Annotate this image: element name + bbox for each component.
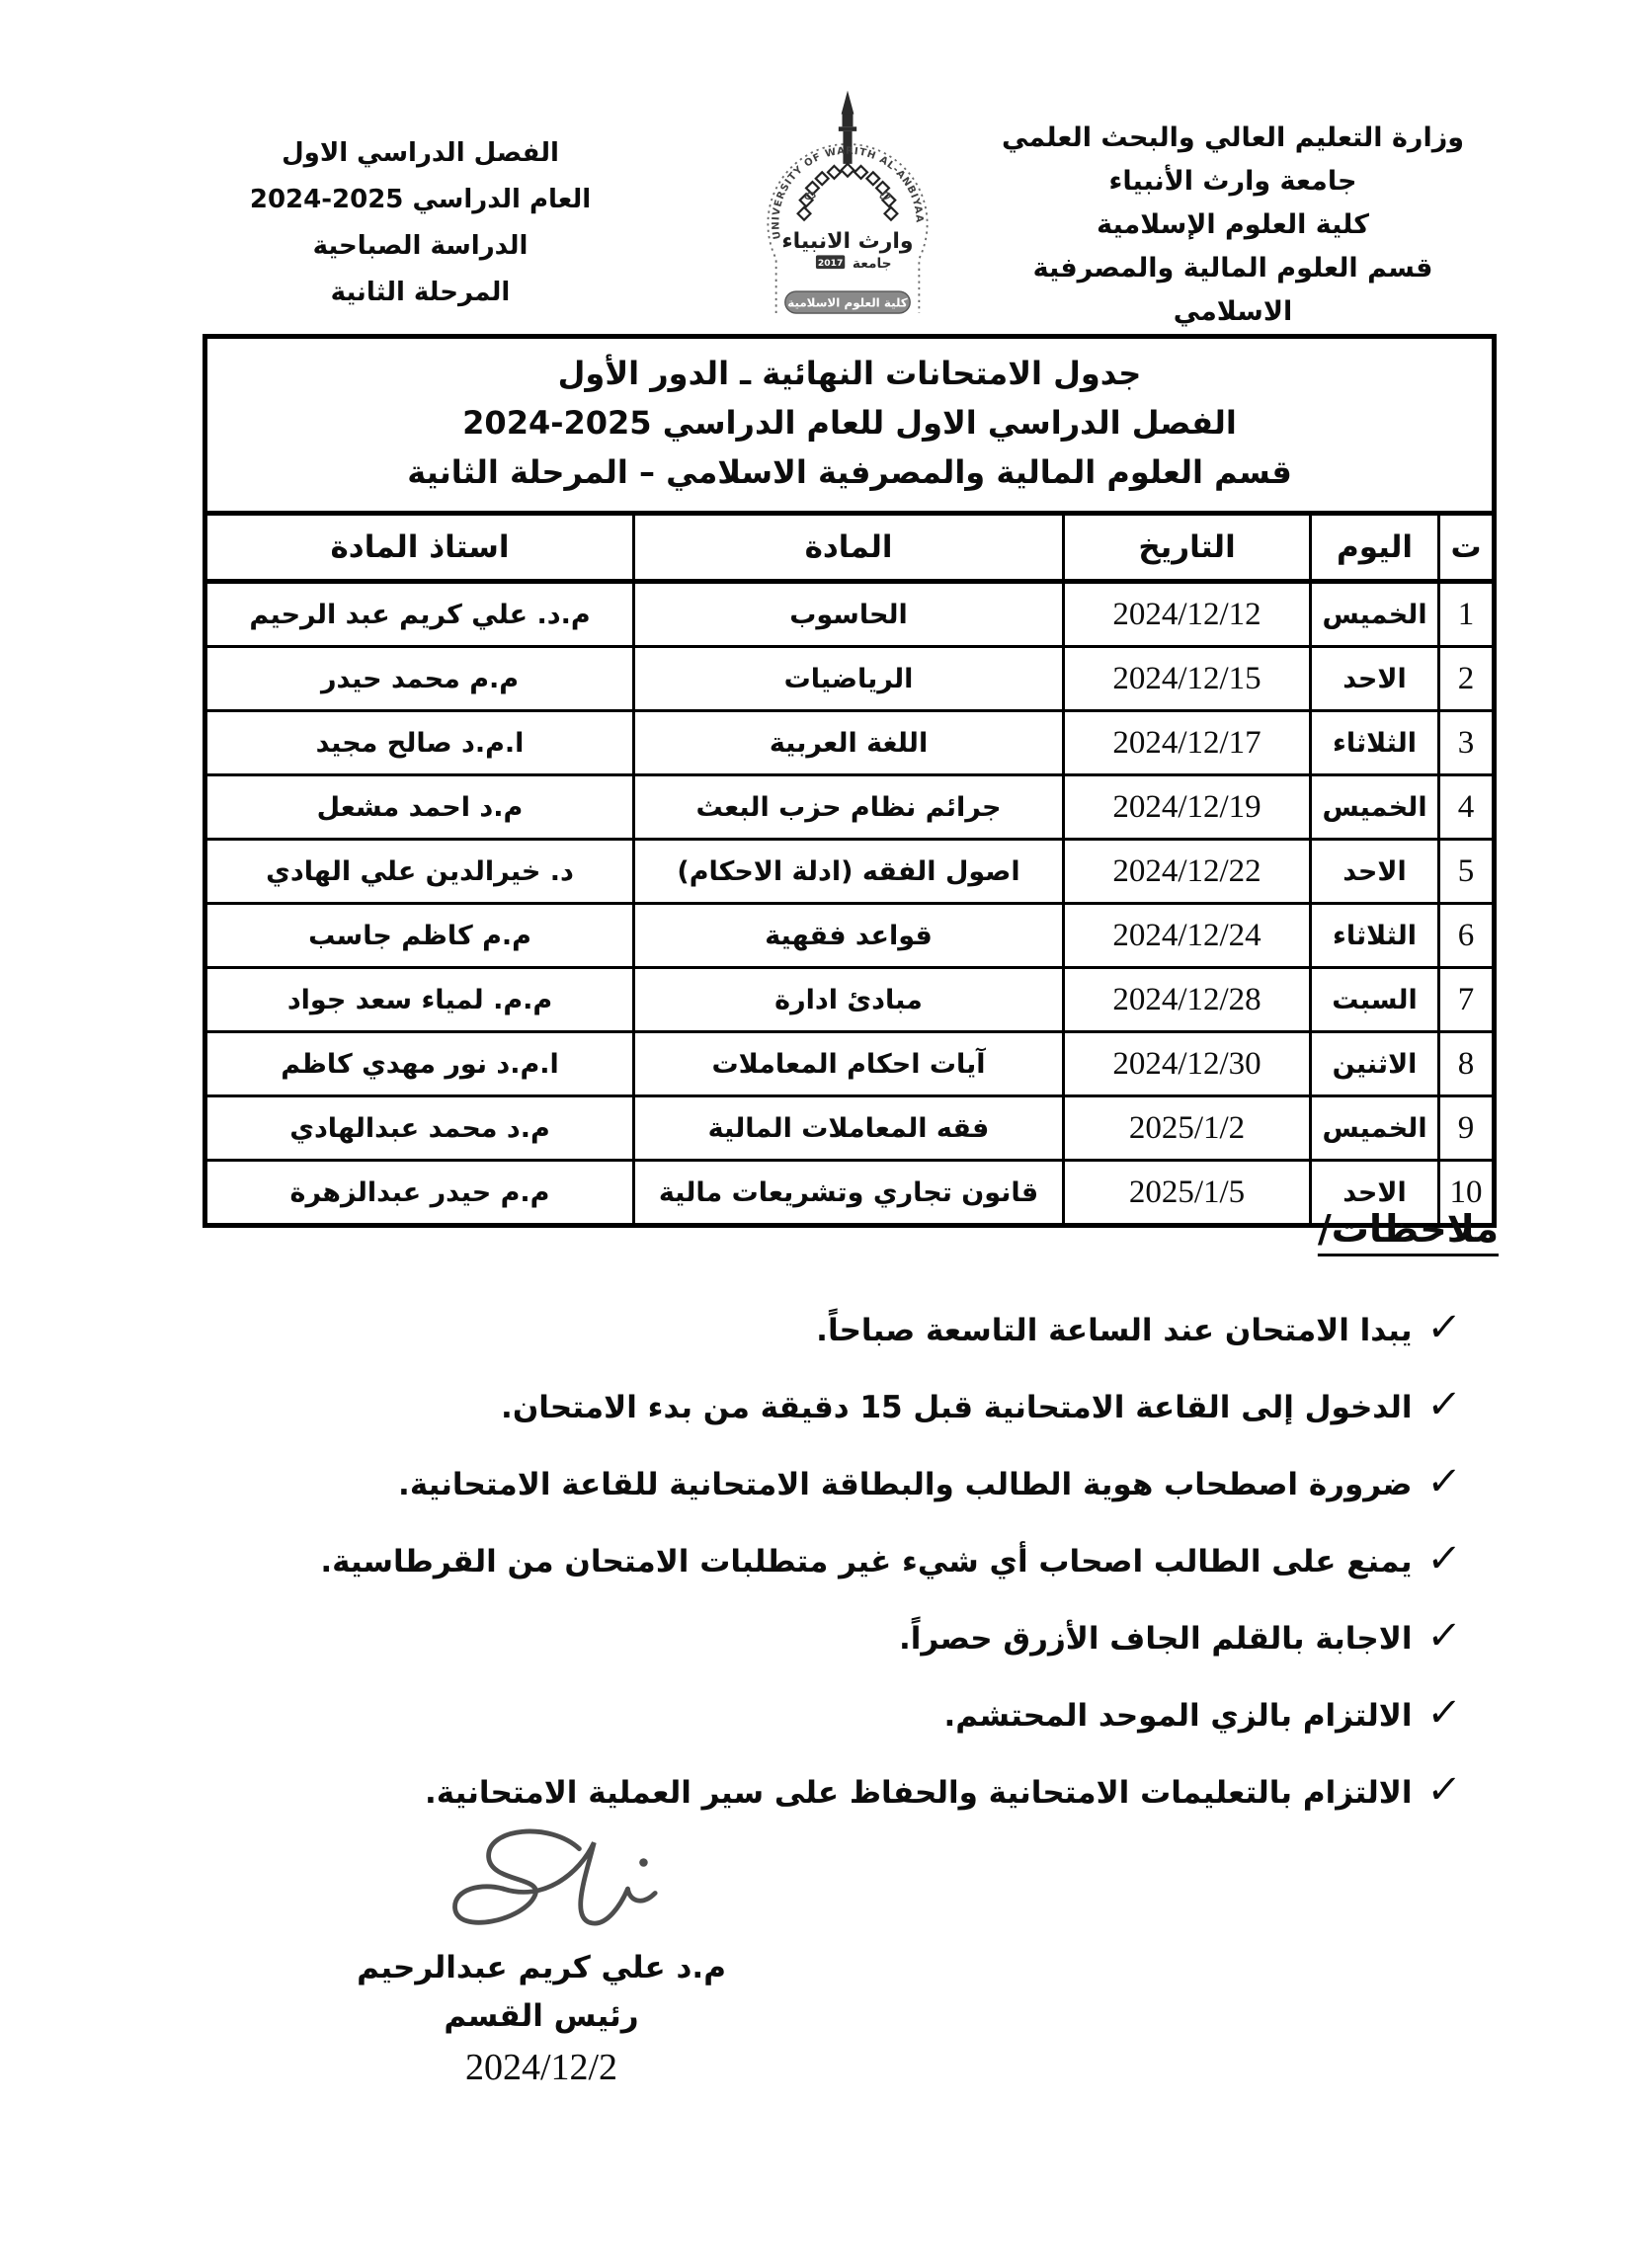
cell-date: 2025/1/2 xyxy=(1064,1096,1311,1161)
cell-teacher: د. خيرالدين علي الهادي xyxy=(205,840,634,904)
handwritten-signature xyxy=(383,1825,699,1946)
college-line: كلية العلوم الإسلامية xyxy=(1097,209,1369,240)
logo-arc-text: UNIVERSITY OF WARITH AL-ANBIYAA xyxy=(771,145,925,241)
exam-schedule-table xyxy=(203,334,1497,1228)
cell-teacher: م.د. علي كريم عبد الرحيم xyxy=(205,582,634,647)
col-header-teacher: استاذ المادة xyxy=(205,514,634,582)
note-item xyxy=(147,1382,1464,1432)
table-title-line-2: الفصل الدراسي الاول للعام الدراسي 2025-2024 xyxy=(462,404,1237,442)
cell-day: الاحد xyxy=(1311,1161,1439,1226)
cell-number: 9 xyxy=(1439,1096,1495,1161)
cell-number: 1 xyxy=(1439,582,1495,647)
col-header-number: ت xyxy=(1439,514,1495,582)
cell-day: الاحد xyxy=(1311,840,1439,904)
checkmark-icon: ✓ xyxy=(1425,1690,1464,1736)
checkmark-icon: ✓ xyxy=(1425,1459,1464,1504)
col-header-date: التاريخ xyxy=(1064,514,1311,582)
table-header-row xyxy=(205,514,1495,582)
cell-teacher: م.د محمد عبدالهادي xyxy=(205,1096,634,1161)
table-row xyxy=(205,1096,1495,1161)
signer-name: م.د علي كريم عبدالرحيم xyxy=(357,1950,726,1985)
table-row xyxy=(205,840,1495,904)
cell-date: 2024/12/30 xyxy=(1064,1032,1311,1096)
cell-number: 10 xyxy=(1439,1161,1495,1226)
cell-date: 2025/1/5 xyxy=(1064,1161,1311,1226)
note-item xyxy=(147,1613,1464,1663)
notes-heading: ملاحظات/ xyxy=(1317,1207,1499,1251)
note-item xyxy=(147,1536,1464,1586)
table-title-cell xyxy=(205,337,1495,514)
cell-day: الاحد xyxy=(1311,647,1439,711)
cell-subject: جرائم نظام حزب البعث xyxy=(634,775,1064,840)
cell-day: الثلاثاء xyxy=(1311,711,1439,775)
ministry-line: وزارة التعليم العالي والبحث العلمي xyxy=(1001,122,1465,153)
table-row xyxy=(205,647,1495,711)
cell-date: 2024/12/19 xyxy=(1064,775,1311,840)
note-text: يمنع على الطالب اصحاب أي شيء غير متطلبات الامتحان من القرطاسية. xyxy=(320,1544,1413,1580)
cell-number: 5 xyxy=(1439,840,1495,904)
cell-date: 2024/12/28 xyxy=(1064,968,1311,1032)
checkmark-icon: ✓ xyxy=(1425,1767,1464,1813)
cell-subject: الرياضيات xyxy=(634,647,1064,711)
cell-number: 8 xyxy=(1439,1032,1495,1096)
logo-year: 2017 xyxy=(817,257,844,269)
note-text: ضرورة اصطحاب هوية الطالب والبطاقة الامتحانية للقاعة الامتحانية. xyxy=(398,1467,1413,1502)
logo-banner-text: كلية العلوم الاسلامية xyxy=(787,295,908,310)
cell-teacher: م.م. لمياء سعد جواد xyxy=(205,968,634,1032)
ministry-info-block xyxy=(996,117,1470,334)
cell-day: السبت xyxy=(1311,968,1439,1032)
table-row xyxy=(205,968,1495,1032)
logo-arabic-name: وارث الانبياء xyxy=(781,229,914,255)
note-item xyxy=(147,1305,1464,1355)
cell-teacher: م.د احمد مشعل xyxy=(205,775,634,840)
cell-teacher: ا.م.د نور مهدي كاظم xyxy=(205,1032,634,1096)
cell-date: 2024/12/12 xyxy=(1064,582,1311,647)
university-line: جامعة وارث الأنبياء xyxy=(1108,166,1357,197)
cell-day: الخميس xyxy=(1311,775,1439,840)
note-text: يبدا الامتحان عند الساعة التاسعة صباحاً. xyxy=(816,1313,1413,1348)
cell-teacher: ا.م.د صالح مجيد xyxy=(205,711,634,775)
semester-line: الفصل الدراسي الاول xyxy=(282,138,559,168)
note-item xyxy=(147,1459,1464,1509)
cell-number: 4 xyxy=(1439,775,1495,840)
cell-teacher: م.م كاظم جاسب xyxy=(205,904,634,968)
table-row xyxy=(205,582,1495,647)
cell-day: الخميس xyxy=(1311,1096,1439,1161)
signature-block xyxy=(314,1825,769,2089)
diamond-arch xyxy=(798,164,898,220)
cell-subject: قانون تجاري وتشريعات مالية xyxy=(634,1161,1064,1226)
cell-teacher: م.م حيدر عبدالزهرة xyxy=(205,1161,634,1226)
checkmark-icon: ✓ xyxy=(1425,1613,1464,1659)
cell-number: 6 xyxy=(1439,904,1495,968)
notes-list xyxy=(147,1305,1464,1845)
cell-subject: اصول الفقه (ادلة الاحكام) xyxy=(634,840,1064,904)
department-line: قسم العلوم المالية والمصرفية الاسلامي xyxy=(1032,253,1433,327)
logo-sub-text: جامعة xyxy=(852,256,892,273)
cell-date: 2024/12/24 xyxy=(1064,904,1311,968)
table-title-line-3: قسم العلوم المالية والمصرفية الاسلامي – المرحلة الثانية xyxy=(407,453,1292,491)
cell-day: الاثنين xyxy=(1311,1032,1439,1096)
table-title-line-1: جدول الامتحانات النهائية ـ الدور الأول xyxy=(557,355,1142,392)
table-row xyxy=(205,711,1495,775)
university-logo xyxy=(761,87,935,324)
cell-day: الخميس xyxy=(1311,582,1439,647)
checkmark-icon: ✓ xyxy=(1425,1536,1464,1581)
cell-subject: قواعد فقهية xyxy=(634,904,1064,968)
study-type-line: الدراسة الصباحية xyxy=(312,231,529,261)
table-row xyxy=(205,904,1495,968)
cell-number: 7 xyxy=(1439,968,1495,1032)
cell-date: 2024/12/15 xyxy=(1064,647,1311,711)
note-text: الاجابة بالقلم الجاف الأزرق حصراً. xyxy=(899,1621,1413,1657)
note-text: الالتزام بالزي الموحد المحتشم. xyxy=(943,1698,1413,1734)
table-row xyxy=(205,1161,1495,1226)
cell-subject: آيات احكام المعاملات xyxy=(634,1032,1064,1096)
stage-line: المرحلة الثانية xyxy=(330,278,511,307)
cell-subject: الحاسوب xyxy=(634,582,1064,647)
col-header-day: اليوم xyxy=(1311,514,1439,582)
cell-number: 2 xyxy=(1439,647,1495,711)
signer-title: رئيس القسم xyxy=(444,1998,639,2034)
note-item xyxy=(147,1690,1464,1741)
note-text: الالتزام بالتعليمات الامتحانية والحفاظ على سير العملية الامتحانية. xyxy=(425,1775,1413,1811)
academic-year-line: العام الدراسي 2025-2024 xyxy=(249,185,592,214)
col-header-subject: المادة xyxy=(634,514,1064,582)
cell-number: 3 xyxy=(1439,711,1495,775)
table-row xyxy=(205,775,1495,840)
note-item xyxy=(147,1767,1464,1818)
cell-teacher: م.م محمد حيدر xyxy=(205,647,634,711)
cell-date: 2024/12/22 xyxy=(1064,840,1311,904)
table-row xyxy=(205,1032,1495,1096)
table-title-row xyxy=(205,337,1495,514)
cell-subject: اللغة العربية xyxy=(634,711,1064,775)
cell-subject: فقه المعاملات المالية xyxy=(634,1096,1064,1161)
signature-date: 2024/12/2 xyxy=(464,2047,618,2088)
cell-day: الثلاثاء xyxy=(1311,904,1439,968)
cell-date: 2024/12/17 xyxy=(1064,711,1311,775)
cell-subject: مبادئ ادارة xyxy=(634,968,1064,1032)
note-text: الدخول إلى القاعة الامتحانية قبل 15 دقيقة من بدء الامتحان. xyxy=(501,1390,1413,1425)
checkmark-icon: ✓ xyxy=(1425,1305,1464,1350)
semester-info-block xyxy=(235,130,606,316)
checkmark-icon: ✓ xyxy=(1425,1382,1464,1427)
